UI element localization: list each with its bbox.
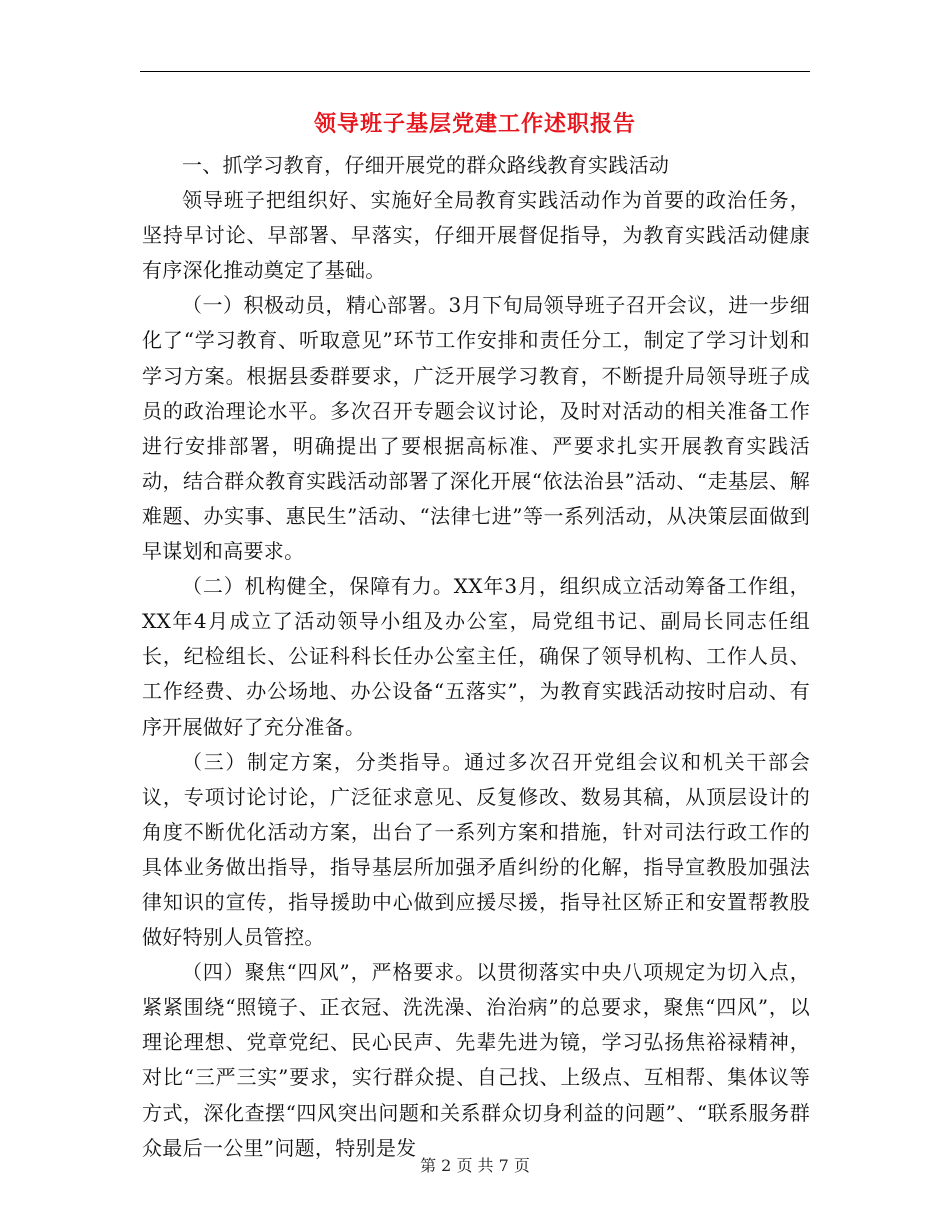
- section-heading: 一、抓学习教育，仔细开展党的群众路线教育实践活动: [182, 153, 670, 177]
- page-number-footer: 第 2 页 共 7 页: [420, 1156, 530, 1175]
- paragraph-item-2: （二）机构健全，保障有力。XX年3月，组织成立活动筹备工作组，XX年4月成立了活动领导小组及办公室，局党组书记、副局长同志任组长，纪检组长、公证科科长任办公室主任，确保了领导机构、工作人员、工作经费、办公场地、办公设备“五落实”，为教育实践活动按时启动、有序开展做好了充分准备。: [142, 574, 810, 739]
- intro-paragraph: 领导班子把组织好、实施好全局教育实践活动作为首要的政治任务，坚持早讨论、早部署、早落实，仔细开展督促指导，为教育实践活动健康有序深化推动奠定了基础。: [142, 188, 810, 283]
- paragraph-item-3: （三）制定方案，分类指导。通过多次召开党组会议和机关干部会议，专项讨论讨论，广泛征求意见、反复修改、数易其稿，从顶层设计的角度不断优化活动方案，出台了一系列方案和措施，针对司法行政工作的具体业务做出指导，指导基层所加强矛盾纠纷的化解，指导宣教股加强法律知识的宣传，指导援助中心做到应援尽援，指导社区矫正和安置帮教股做好特别人员管控。: [142, 749, 810, 950]
- document-body: [142, 148, 810, 1166]
- paragraph-item-4: （四）聚焦“四风”，严格要求。以贯彻落实中央八项规定为切入点，紧紧围绕“照镜子、正衣冠、洗洗澡、治治病”的总要求，聚焦“四风”，以理论理想、党章党纪、民心民声、先辈先进为镜，学习弘扬焦裕禄精神，对比“三严三实”要求，实行群众提、自己找、上级点、互相帮、集体议等方式，深化查摆“四风突出问题和关系群众切身利益的问题”、“联系服务群众最后一公里”问题，特别是发: [142, 960, 810, 1160]
- header-rule: [140, 71, 810, 72]
- document-title: 领导班子基层党建工作述职报告: [313, 111, 636, 137]
- paragraph-item-1: （一）积极动员，精心部署。3月下旬局领导班子召开会议，进一步细化了“学习教育、听取意见”环节工作安排和责任分工，制定了学习计划和学习方案。根据县委群要求，广泛开展学习教育，不断提升局领导班子成员的政治理论水平。多次召开专题会议讨论，及时对活动的相关准备工作进行安排部署，明确提出了要根据高标准、严要求扎实开展教育实践活动，结合群众教育实践活动部署了深化开展“依法治县”活动、“走基层、解难题、办实事、惠民生”活动、“法律七进”等一系列活动，从决策层面做到早谋划和高要求。: [142, 293, 810, 564]
